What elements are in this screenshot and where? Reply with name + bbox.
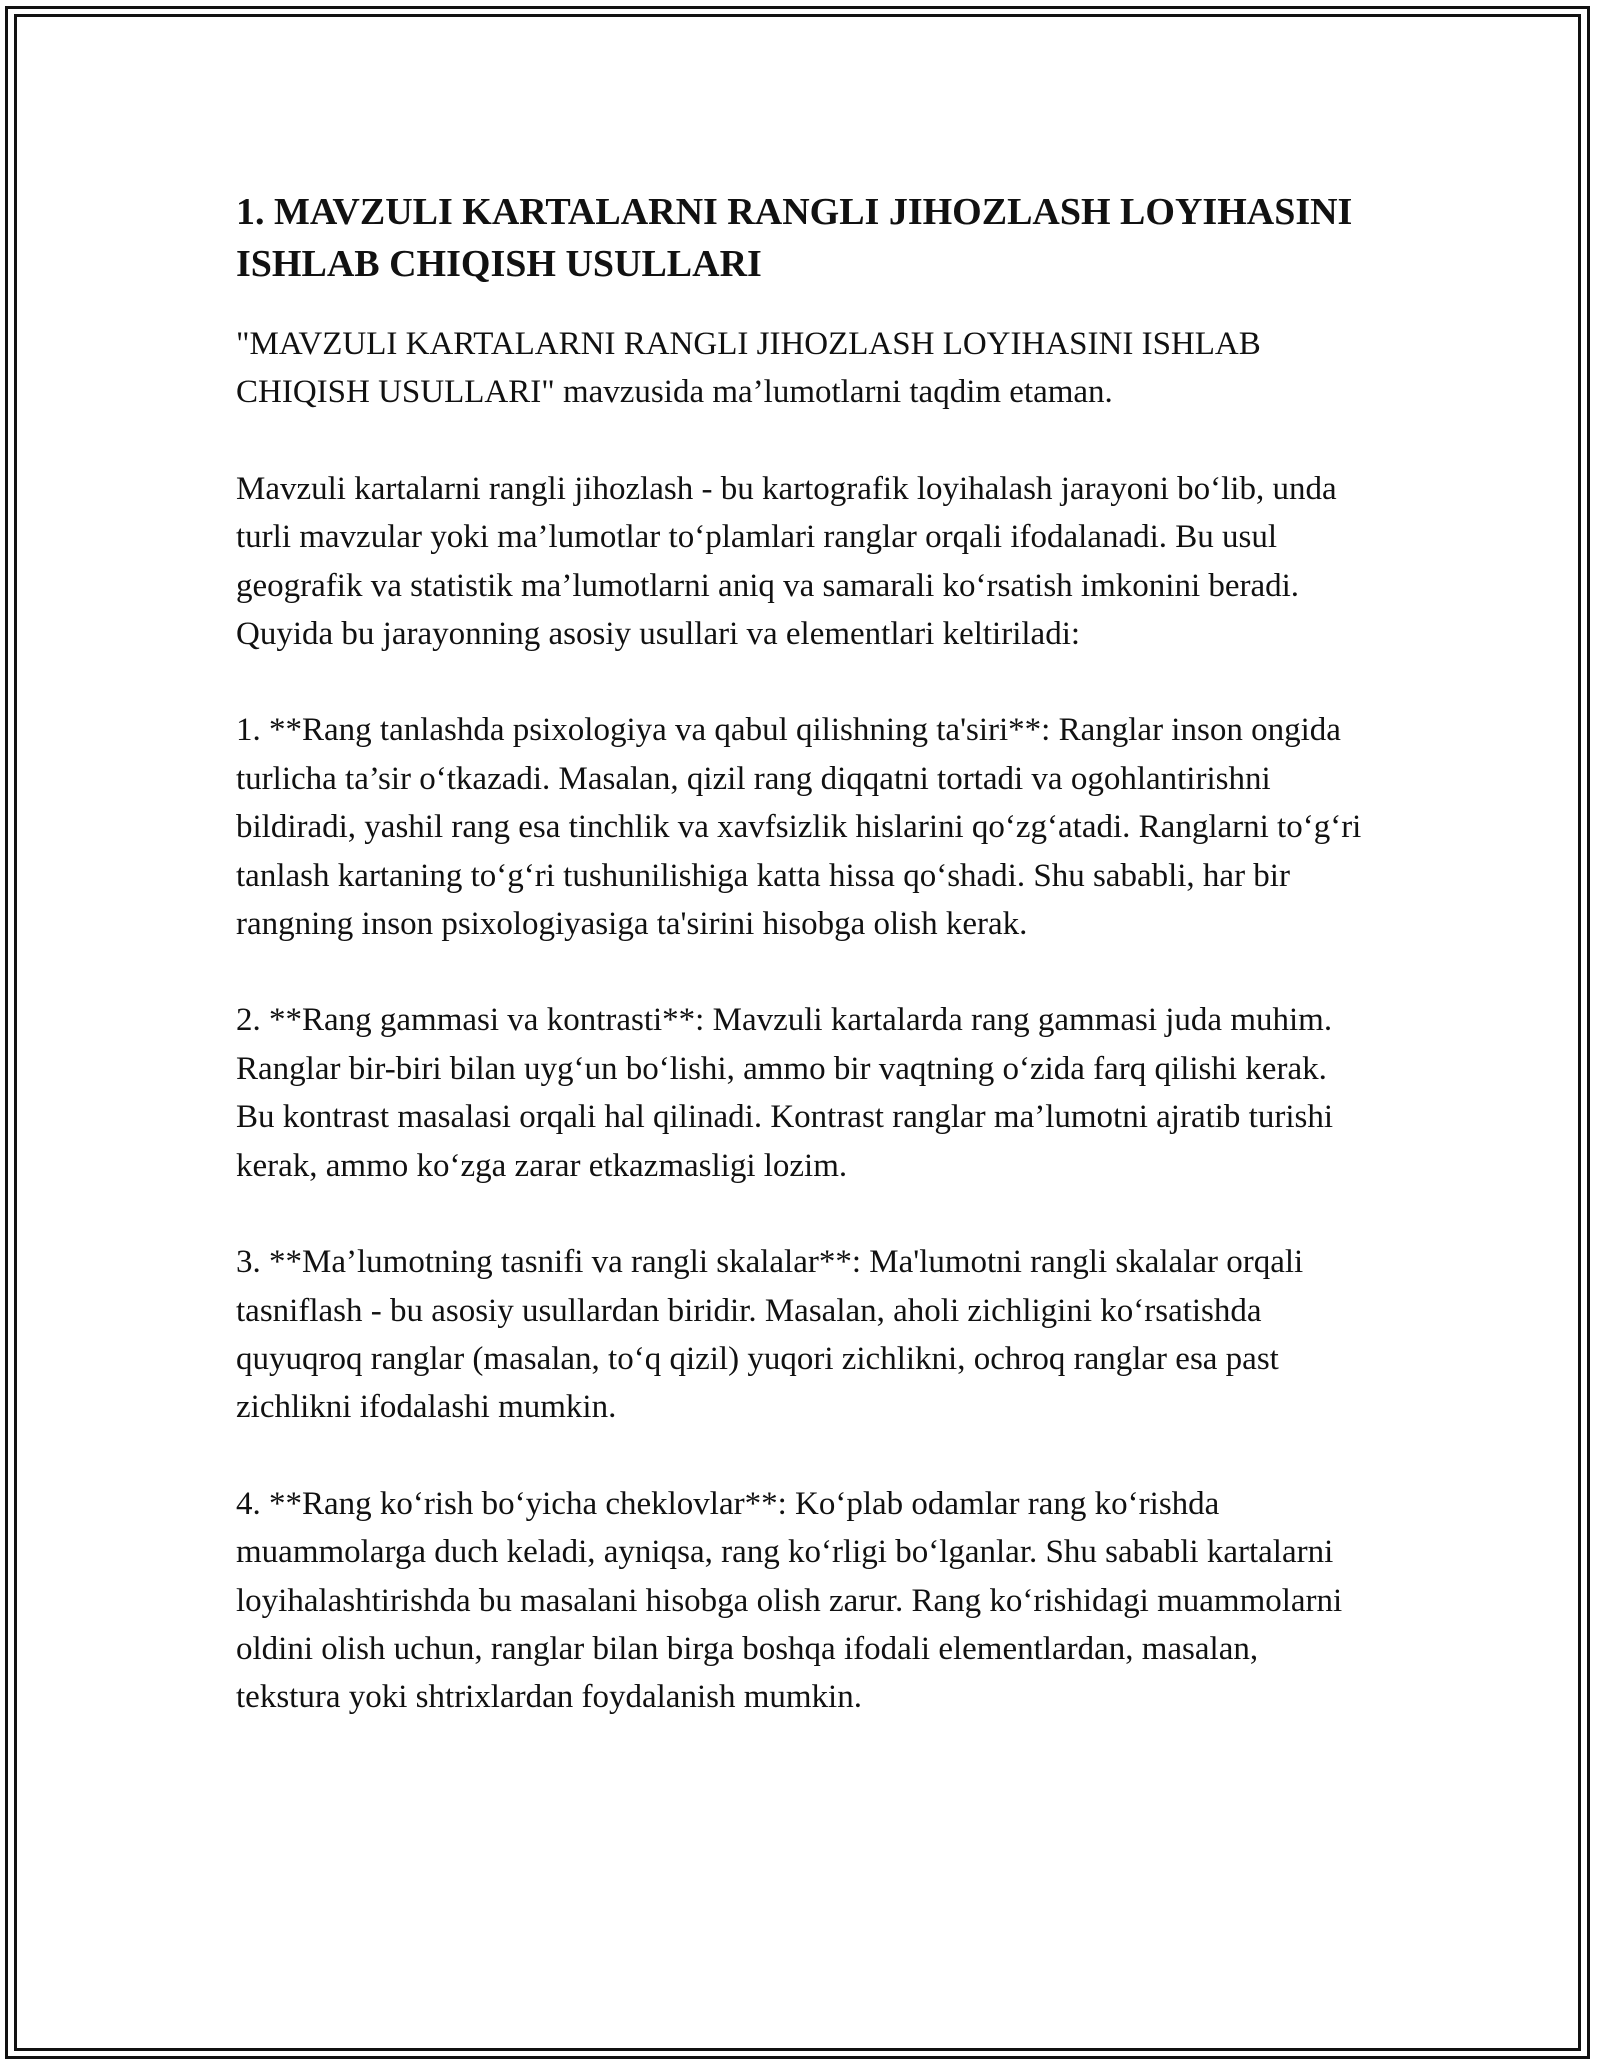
document-title: 1. MAVZULI KARTALARNI RANGLI JIHOZLASH LOYIHASINI ISHLAB CHIQISH USULLARI: [236, 191, 1353, 285]
overview-paragraph: Mavzuli kartalarni rangli jihozlash - bu kartografik loyihalash jarayoni bo‘lib, unda turli mavzular yoki ma’lumotlar to‘plamlari ranglar orqali ifodalanadi. Bu usul geografik va statistik ma’lumotlarni aniq va samarali ko‘rsatish imkonini beradi. Quyida bu jarayonning asosiy usullari va elementlari keltiriladi:: [236, 470, 1337, 653]
document-body: [236, 186, 1366, 1770]
point-1-paragraph: 1. **Rang tanlashda psixologiya va qabul qilishning ta'siri**: Ranglar inson ongida turlicha ta’sir o‘tkazadi. Masalan, qizil rang diqqatni tortadi va ogohlantirishni bildiradi, yashil rang esa tinchlik va xavfsizlik hislarini qo‘zg‘atadi. Ranglarni to‘g‘ri tanlash kartaning to‘g‘ri tushunilishiga katta hissa qo‘shadi. Shu sababli, har bir rangning inson psixologiyasiga ta'sirini hisobga olish kerak.: [236, 712, 1362, 943]
intro-paragraph: "MAVZULI KARTALARNI RANGLI JIHOZLASH LOYIHASINI ISHLAB CHIQISH USULLARI" mavzusida ma’lumotlarni taqdim etaman.: [236, 326, 1261, 411]
point-4-paragraph: 4. **Rang ko‘rish bo‘yicha cheklovlar**: Ko‘plab odamlar rang ko‘rishda muammolarga duch keladi, ayniqsa, rang ko‘rligi bo‘lganlar. Shu sababli kartalarni loyihalashtirishda bu masalani hisobga olish zarur. Rang ko‘rishidagi muammolarni oldini olish uchun, ranglar bilan birga boshqa ifodali elementlardan, masalan, tekstura yoki shtrixlardan foydalanish mumkin.: [236, 1485, 1343, 1716]
point-2-paragraph: 2. **Rang gammasi va kontrasti**: Mavzuli kartalarda rang gammasi juda muhim. Ranglar bir-biri bilan uyg‘un bo‘lishi, ammo bir vaqtning o‘zida farq qilishi kerak. Bu kontrast masalasi orqali hal qilinadi. Kontrast ranglar ma’lumotni ajratib turishi kerak, ammo ko‘zga zarar etkazmasligi lozim.: [236, 1002, 1334, 1184]
point-3-paragraph: 3. **Ma’lumotning tasnifi va rangli skalalar**: Ma'lumotni rangli skalalar orqali tasniflash - bu asosiy usullardan biridir. Masalan, aholi zichligini ko‘rsatishda quyuqroq ranglar (masalan, to‘q qizil) yuqori zichlikni, ochroq ranglar esa past zichlikni ifodalashi mumkin.: [236, 1244, 1304, 1426]
